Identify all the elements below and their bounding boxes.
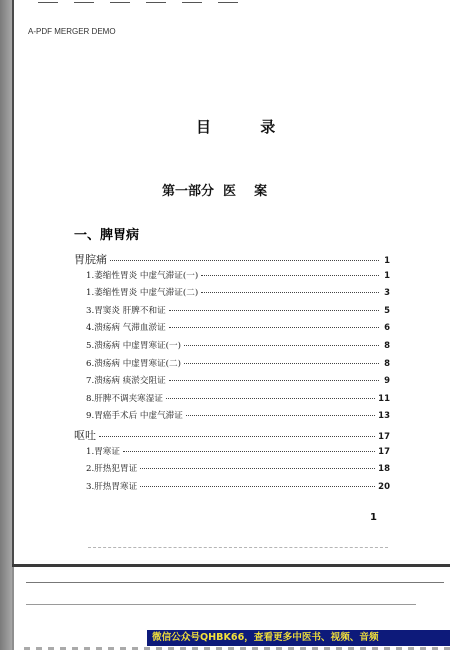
- dot-leader: [169, 309, 379, 311]
- toc-entry: [74, 304, 390, 322]
- top-dash-marks: [38, 2, 238, 3]
- toc-entry: [74, 339, 390, 357]
- dot-leader: [99, 435, 375, 437]
- toc-entry: [74, 480, 390, 498]
- toc-entry-label: 3.胃窦炎 肝脾不和证: [86, 305, 166, 316]
- dot-leader: [123, 450, 375, 452]
- toc-entry-page: 13: [378, 411, 390, 422]
- next-page-rule: [26, 604, 416, 605]
- dot-leader: [184, 344, 379, 346]
- toc-entry-label: 3.肝热胃寒证: [86, 481, 138, 492]
- toc-entry-label: 呕吐: [74, 428, 96, 442]
- toc-entry-page: 17: [378, 431, 390, 442]
- dot-leader: [201, 291, 379, 293]
- toc-entry: [74, 374, 390, 392]
- toc-entry: [74, 462, 390, 480]
- toc-entry-label: 9.胃癌手术后 中虚气滞证: [86, 411, 183, 422]
- toc-entry-page: 1: [384, 270, 390, 281]
- toc-entry-label: 1.萎缩性胃炎 中虚气滞证(一): [86, 270, 199, 281]
- toc-entry-page: 20: [378, 481, 390, 492]
- toc-entry: [74, 445, 390, 463]
- dot-leader: [186, 414, 375, 416]
- dot-leader: [169, 379, 379, 381]
- part-title: 第一部分 医 案: [162, 184, 268, 199]
- toc-entry: [74, 251, 390, 269]
- toc-entry-label: 8.肝脾不调夹寒湿证: [86, 393, 163, 404]
- toc-entry: [74, 409, 390, 427]
- page-number: 1: [370, 512, 377, 523]
- dot-leader: [169, 326, 379, 328]
- toc-entry: [74, 286, 390, 304]
- next-page-rule: [26, 582, 444, 583]
- toc-entry-page: 9: [384, 376, 390, 387]
- toc-entry-page: 17: [378, 446, 390, 457]
- toc-entry-label: 1.萎缩性胃炎 中虚气滞证(二): [86, 288, 199, 299]
- toc-entry-page: 6: [384, 323, 390, 334]
- demo-watermark: A-PDF MERGER DEMO: [28, 27, 116, 36]
- scan-artifact: [88, 546, 388, 548]
- promo-banner: 微信公众号QHBK66，查看更多中医书、视频、音频: [147, 630, 450, 646]
- toc-entry-label: 2.肝热犯胃证: [86, 464, 138, 475]
- toc-entry-page: 8: [384, 340, 390, 351]
- toc-entry-label: 7.溃疡病 痰淤交阻证: [86, 376, 166, 387]
- viewer-gutter: [0, 0, 12, 650]
- dot-leader: [184, 362, 379, 364]
- toc-entry-page: 11: [378, 393, 390, 404]
- toc-entry: [74, 392, 390, 410]
- toc-entry-page: 5: [384, 305, 390, 316]
- toc-entry-label: 6.溃疡病 中虚胃寒证(二): [86, 358, 181, 369]
- table-of-contents: [74, 251, 390, 497]
- toc-entry-page: 3: [384, 288, 390, 299]
- dot-leader: [201, 274, 379, 276]
- dot-leader: [140, 485, 375, 487]
- document-page: [14, 0, 450, 564]
- toc-entry: [74, 321, 390, 339]
- toc-entry: [74, 427, 390, 445]
- toc-entry: [74, 269, 390, 287]
- toc-entry-page: 18: [378, 464, 390, 475]
- dot-leader: [110, 259, 379, 261]
- toc-entry-label: 4.溃疡病 气滞血淤证: [86, 323, 166, 334]
- toc-entry: [74, 357, 390, 375]
- toc-entry-page: 8: [384, 358, 390, 369]
- toc-entry-label: 1.胃寒证: [86, 446, 120, 457]
- toc-entry-page: 1: [384, 256, 390, 266]
- dot-leader: [166, 397, 375, 399]
- toc-title: 目 录: [196, 118, 298, 136]
- toc-entry-label: 5.溃疡病 中虚胃寒证(一): [86, 340, 181, 351]
- section-title: 一、脾胃病: [74, 228, 140, 243]
- toc-entry-label: 胃脘痛: [74, 253, 107, 266]
- dot-leader: [140, 467, 375, 469]
